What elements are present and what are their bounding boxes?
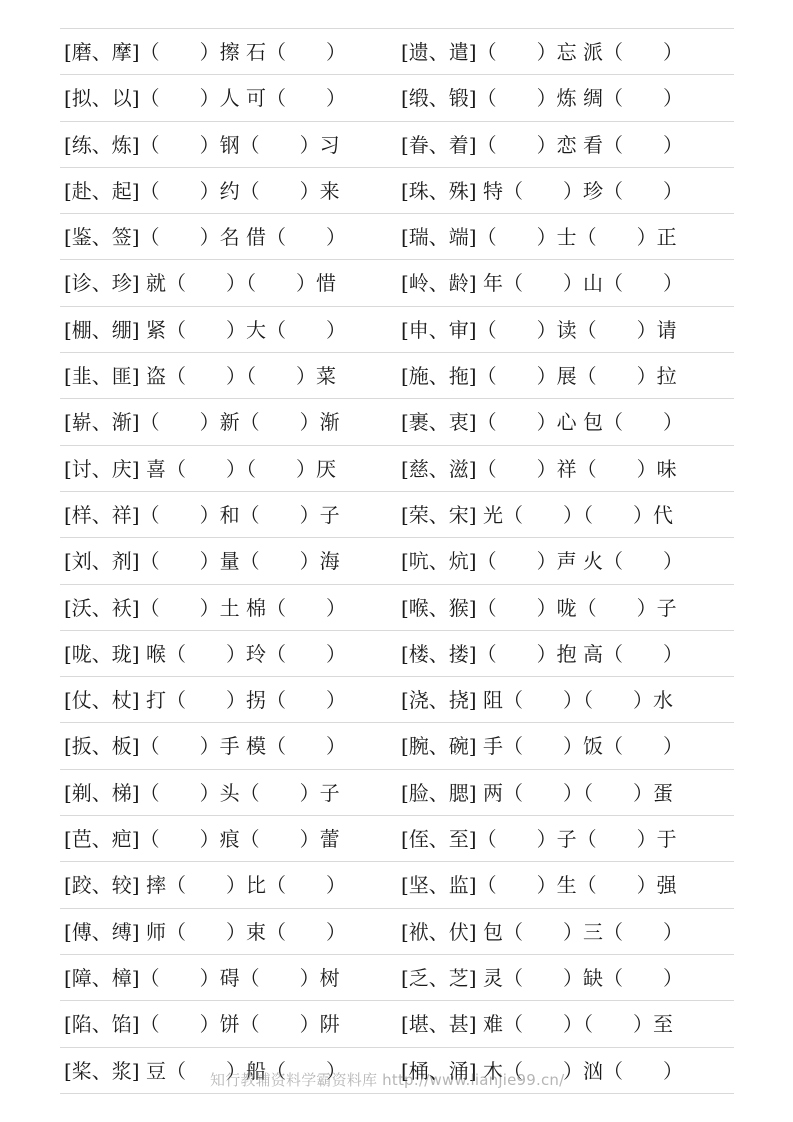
left-exercise: [芭、疤]（ ）痕（ ）蕾 — [64, 827, 340, 852]
right-exercise: [遗、遣]（ ）忘 派（ ） — [401, 40, 683, 64]
right-exercise: [眷、着]（ ）恋 看（ ） — [401, 132, 683, 157]
right-exercise: [慈、滋]（ ）祥（ ）味 — [401, 456, 677, 481]
left-exercise: [陷、馅]（ ）饼（ ）阱 — [64, 1012, 340, 1037]
left-exercise: [桨、浆] 豆（ ）船（ ） — [64, 1058, 346, 1083]
exercise-row — [60, 399, 734, 445]
right-exercise: [吭、炕]（ ）声 火（ ） — [401, 549, 683, 574]
right-exercise: [荣、宋] 光（ ）（ ）代 — [401, 502, 673, 527]
exercise-row — [60, 723, 734, 769]
left-exercise: [样、祥]（ ）和（ ）子 — [64, 502, 340, 527]
exercise-row — [60, 631, 734, 677]
watermark: 知行教辅资料学霸资料库 http://www.lianjie99.cn/ — [210, 1071, 565, 1089]
right-exercise: [楼、搂]（ ）抱 高（ ） — [401, 641, 683, 666]
exercise-row — [60, 307, 734, 353]
exercise-sheet — [60, 28, 734, 1094]
right-exercise: [脸、腮] 两（ ）（ ）蛋 — [401, 780, 673, 805]
left-exercise: [扳、板]（ ）手 模（ ） — [64, 734, 346, 759]
left-exercise: [韭、匪] 盗（ ）（ ）菜 — [64, 364, 336, 389]
right-exercise: [坚、监]（ ）生（ ）强 — [401, 873, 677, 898]
right-exercise: [申、审]（ ）读（ ）请 — [401, 317, 677, 342]
left-exercise: [拟、以]（ ）人 可（ ） — [64, 86, 346, 111]
exercise-row — [60, 677, 734, 723]
left-exercise: [磨、摩]（ ）擦 石（ ） — [64, 40, 346, 64]
right-exercise: [珠、殊] 特（ ）珍（ ） — [401, 178, 683, 203]
exercise-row — [60, 909, 734, 955]
right-exercise: [瑞、端]（ ）士（ ）正 — [401, 225, 677, 250]
left-exercise: [练、炼]（ ）钢（ ）习 — [64, 132, 340, 157]
right-exercise: [裹、衷]（ ）心 包（ ） — [401, 410, 683, 435]
left-exercise: [沃、袄]（ ）土 棉（ ） — [64, 595, 346, 620]
left-exercise: [仗、杖] 打（ ）拐（ ） — [64, 688, 346, 713]
exercise-row — [60, 122, 734, 168]
left-exercise: [刘、剂]（ ）量（ ）海 — [64, 549, 340, 574]
left-exercise: [剃、梯]（ ）头（ ）子 — [64, 780, 340, 805]
right-exercise: [堪、甚] 难（ ）（ ）至 — [401, 1012, 673, 1037]
exercise-row — [60, 260, 734, 306]
left-exercise: [讨、庆] 喜（ ）（ ）厌 — [64, 456, 336, 481]
exercise-row — [60, 862, 734, 908]
right-exercise: [袱、伏] 包（ ）三（ ） — [401, 919, 683, 944]
left-exercise: [崭、渐]（ ）新（ ）渐 — [64, 410, 340, 435]
right-exercise: [缎、锻]（ ）炼 绸（ ） — [401, 86, 683, 111]
left-exercise: [咙、珑] 喉（ ）玲（ ） — [64, 641, 346, 666]
right-exercise: [岭、龄] 年（ ）山（ ） — [401, 271, 683, 296]
exercise-row — [60, 29, 734, 75]
exercise-row — [60, 214, 734, 260]
exercise-row — [60, 1001, 734, 1047]
left-exercise: [诊、珍] 就（ ）（ ）惜 — [64, 271, 336, 296]
left-exercise: [赴、起]（ ）约（ ）来 — [64, 178, 340, 203]
right-exercise: [腕、碗] 手（ ）饭（ ） — [401, 734, 683, 759]
exercise-row — [60, 446, 734, 492]
right-exercise: [喉、猴]（ ）咙（ ）子 — [401, 595, 677, 620]
right-exercise: [乏、芝] 灵（ ）缺（ ） — [401, 965, 683, 990]
exercise-row — [60, 770, 734, 816]
exercise-row — [60, 816, 734, 862]
exercise-row — [60, 168, 734, 214]
exercise-row — [60, 538, 734, 584]
left-exercise: [障、樟]（ ）碍（ ）树 — [64, 965, 340, 990]
left-exercise: [跤、较] 摔（ ）比（ ） — [64, 873, 346, 898]
exercise-row — [60, 492, 734, 538]
exercise-row — [60, 585, 734, 631]
left-exercise: [傅、缚] 师（ ）束（ ） — [64, 919, 346, 944]
exercise-rows — [60, 29, 734, 1094]
right-exercise: [浇、挠] 阻（ ）（ ）水 — [401, 688, 673, 713]
right-exercise: [桶、涌] 木（ ）汹（ ） — [401, 1058, 683, 1083]
exercise-row — [60, 353, 734, 399]
right-exercise: [侄、至]（ ）子（ ）于 — [401, 827, 677, 852]
left-exercise: [棚、绷] 紧（ ）大（ ） — [64, 317, 346, 342]
right-exercise: [施、拖]（ ）展（ ）拉 — [401, 364, 677, 389]
exercise-row — [60, 75, 734, 121]
exercise-row — [60, 955, 734, 1001]
left-exercise: [鉴、签]（ ）名 借（ ） — [64, 225, 346, 250]
